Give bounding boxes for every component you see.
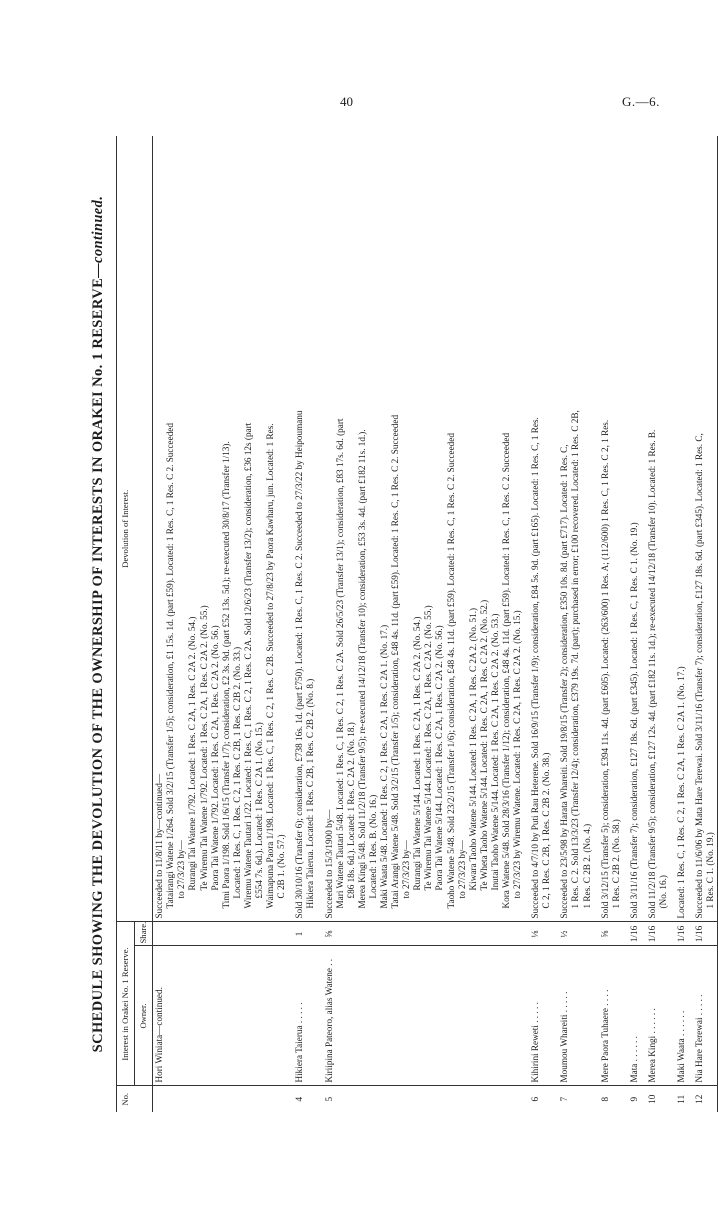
devolution-line: Maki Waata 5/48. Located: 1 Res. C 2, 1 Res. C 2A, 1 Res. C 2A 1. (No. 17.)	[378, 624, 389, 909]
share-cell: ½	[553, 922, 593, 946]
devolution-line: Paora Tai Watene 1/792. Located: 1 Res. C 2A, 1 Res. C 2A 2. (No. 56.)	[209, 625, 220, 891]
table-row	[524, 136, 553, 1112]
share-cell: ⅝	[594, 922, 623, 946]
table-row	[553, 136, 593, 1112]
devolution-line: to 27/3/23 by—	[401, 840, 412, 899]
devolution-cell	[623, 136, 641, 922]
devolution-cell	[153, 136, 289, 922]
row-number: 9	[623, 1086, 641, 1112]
column-header-owner: Owner.	[135, 946, 153, 1086]
devolution-line: Waimapuna Paora 1/198. Located: 1 Res. C, 1 Res. C 2, 1 Res. C 2B. Succeeded to 27/8/23 by Paora Kawharu, jun. Located: 1 Res.	[265, 423, 276, 909]
devolution-line: Located: 1 Res. C, 1 Res. C 2, 1 Res. C 2A, 1 Res. C 2A 1. (No. 17.)	[676, 666, 687, 919]
table-row	[318, 136, 525, 1112]
devolution-line: Sold 30/10/16 (Transfer 6); consideration, £738 16s. 1d. (part £750). Located: 1 Res. C, 1 Res. C 2. Succeeded to 27/3/22 by Heipoumanu	[294, 410, 305, 919]
share-cell: 1/16	[688, 922, 718, 946]
owner-cell: Hori Winiata—continued.	[153, 946, 289, 1086]
owner-cell: Kihirini Reweti . . . . .	[524, 946, 553, 1086]
devolution-line: Succeeded to 4/7/10 by Puti Rau Heterene. Sold 16/9/15 (Transfer 1/9); consideration, £84 5s. 9d. (part £165). Located: 1 Res. C, 1 Res.	[530, 417, 541, 919]
devolution-line: Kiwara Taoho Watene 5/144. Located: 1 Res. C 2A, 1 Res. C 2A 2. (No. 51.)	[467, 607, 478, 891]
devolution-line: Tatai Arangi Watene 5/48. Sold 3/2/15 (Transfer 1/5); consideration, £48 4s. 11d. (part £59). Located: 1 Res. C, 1 Res. C 2. Succeeded	[390, 414, 401, 909]
table-row	[670, 136, 688, 1112]
owner-cell: Nia Hare Terewai . . . . .	[688, 946, 718, 1086]
devolution-line: to 27/3/23 by Wiremu Watene. Located: 1 Res. C 2A, 1 Res. C 2A 2. (No. 15.)	[512, 610, 523, 899]
owner-cell: Mata . . . . . .	[623, 946, 641, 1086]
column-header-interest: Interest in Orakei No. 1 Reserve.	[117, 922, 135, 1086]
table-row	[594, 136, 623, 1112]
owner-cell: Maki Waata . . . . . .	[670, 946, 688, 1086]
devolution-line: C 2B 1. (No. 57.)	[276, 834, 287, 899]
devolution-line: Sold 11/2/18 (Transfer 9/5); consideration, £127 12s. 4d. (part £182 11s. 1d.); re-executed 14/12/18 (Transfer 10). Located: 1 Res. B.	[646, 429, 657, 919]
title-continued: continued.	[90, 195, 106, 263]
devolution-cell	[288, 136, 317, 922]
devolution-line: Tatairangi Watene 1/264. Sold 3/2/15 (Transfer 1/5); consideration, £1 15s. 1d. (part £59). Located: 1 Res. C, 1 Res. C 2. Succeeded	[165, 423, 176, 909]
devolution-line: Rurangi Tai Watene 1/792. Located: 1 Res. C 2A, 1 Res. C 2A 2. (No. 54.)	[187, 616, 198, 891]
row-number: 7	[553, 1086, 593, 1112]
owner-cell: Merea Kingi . . . . . .	[641, 946, 670, 1086]
devolution-cell	[688, 136, 718, 922]
devolution-line: Hikiera Taierua. Located: 1 Res. C 2B, 1 Res. C 2B 2. (No. 8.)	[305, 678, 316, 909]
devolution-line: Te Wiremu Tai Watene 5/144. Located: 1 Res. C 2A, 1 Res. C 2A 2. (No. 55.)	[423, 605, 434, 891]
devolution-line: Merea Kingi 5/48. Sold 11/2/18 (Transfer 9/5); re-executed 14/12/18 (Transfer 10); consideration, £53 3s. 4d. (part £182 11s. 1d.).	[356, 429, 367, 909]
schedule-table	[116, 136, 718, 1112]
column-header-no: No.	[117, 1086, 153, 1112]
owner-cell: Kiriipina Pateoro, alias Watene . .	[318, 946, 525, 1086]
share-cell: 1/16	[641, 922, 670, 946]
devolution-line: 1 Res. C 1. (No. 19.)	[705, 832, 716, 909]
owner-cell: Mere Paora Tuhaere . . . .	[594, 946, 623, 1086]
table-row	[623, 136, 641, 1112]
devolution-cell	[594, 136, 623, 922]
devolution-line: £554 7s. 6d.). Located: 1 Res. C 2A 1. (No. 15.)	[254, 722, 265, 899]
devolution-cell	[524, 136, 553, 922]
column-header-devolution: Devolution of Interest.	[117, 136, 153, 922]
devolution-line: Paora Tai Watene 5/144. Located: 1 Res. C 2A, 1 Res. C 2A 2. (No. 56.)	[434, 625, 445, 891]
devolution-line: Succeeded to 11/8/11 by—continued—	[154, 773, 165, 919]
page-code: G.—6.	[622, 94, 660, 109]
devolution-line: Located: 1 Res. B. (No. 16.)	[367, 794, 378, 899]
devolution-line: to 27/3/23 by—	[456, 840, 467, 899]
devolution-line: Timi Paora 1/198. Sold 1/6/15 (Transfer 1/7); consideration, £2 3s. 9d. (part £52 13s. 5d.); re-executed 30/8/17 (Transfer 1/13).	[220, 441, 231, 909]
devolution-line: C 2, 1 Res. C 2B, 1 Res. C 2B 2. (No. 38.)	[541, 752, 552, 909]
share-cell	[153, 922, 289, 946]
devolution-line: (No. 16.)	[658, 875, 669, 909]
share-cell: ⅛	[524, 922, 553, 946]
row-number	[153, 1086, 289, 1112]
devolution-line: 1 Res. C 2B 2. (No. 4.)	[581, 823, 592, 909]
owner-cell: Hikiera Taierua . . . . .	[288, 946, 317, 1086]
devolution-line: Succeeded to 11/6/06 by Mata Hare Terewai. Sold 3/11/16 (Transfer 7); consideration, £127 18s. 6d. (part £345). Located: 1 Res. C,	[694, 433, 705, 919]
table-row	[641, 136, 670, 1112]
table-row	[288, 136, 317, 1112]
devolution-line: Wiremu Watene Tautari 1/22. Located: 1 Res. C, 1 Res. C 2, 1 Res. C 2A. Sold 12/6/23 (Transfer 13/2); consideration, £36 12s (part	[242, 422, 253, 909]
devolution-line: Sold 3/11/16 (Transfer 7); consideration, £127 18s. 6d. (part £345). Located: 1 Res. C, 1 Res. C 1. (No. 19.)	[628, 522, 639, 919]
devolution-line: Succeeded to 23/5/98 by Harata Whareiti. Sold 19/8/15 (Transfer 2); consideration, £350 10s. 8d. (part £717). Located: 1 Res. C,	[559, 444, 570, 919]
row-number: 10	[641, 1086, 670, 1112]
row-number: 4	[288, 1086, 317, 1112]
row-number: 12	[688, 1086, 718, 1112]
table-row	[688, 136, 718, 1112]
row-number: 11	[670, 1086, 688, 1112]
devolution-line: Sold 3/12/15 (Transfer 5); consideration, £394 11s. 4d. (part £605). Located: (263/600) 1 Res. A; (112/600) 1 Res. C, 1 Res. C 2, 1 Res.	[599, 419, 610, 919]
row-number: 5	[318, 1086, 525, 1112]
table-row	[153, 136, 289, 1112]
share-cell: 1/16	[670, 922, 688, 946]
devolution-line: to 27/3/23 by—	[176, 840, 187, 899]
devolution-line: Rurangi Tai Watene 5/144. Located: 1 Res. C 2A, 1 Res. C 2A 2. (No. 54.)	[412, 616, 423, 891]
rotated-schedule-page	[88, 136, 716, 1112]
owner-cell: Moumou Whareiti . . . . .	[553, 946, 593, 1086]
row-number: 6	[524, 1086, 553, 1112]
devolution-cell	[641, 136, 670, 922]
share-cell: 1	[288, 922, 317, 946]
devolution-cell	[670, 136, 688, 922]
devolution-line: £86 18s. 6d.). Located: 1 Res. C 2A 2. (No. 18.)	[345, 722, 356, 899]
devolution-cell	[318, 136, 525, 922]
schedule-body	[153, 136, 718, 1112]
devolution-line: Kora Watene 5/48. Sold 28/3/16 (Transfer 1/12); consideration, £48 4s. 11d. (part £59). Located: 1 Res. C, 1 Res. C 2. Succeeded	[501, 432, 511, 909]
devolution-line: Taoho Watene 5/48. Sold 23/2/15 (Transfer 1/6); consideration, £48 4s. 11d. (part £59). Located: 1 Res. C, 1 Res. C 2. Succeeded	[445, 433, 456, 909]
row-number: 8	[594, 1086, 623, 1112]
devolution-line: Mari Watene Tautari 5/48. Located: 1 Res. C, 1 Res. C 2, 1 Res. C 2A. Sold 26/5/23 (Transfer 13/1); consideration, £83 17s. 6d. (part	[334, 418, 345, 909]
column-header-share: Share.	[135, 922, 153, 946]
share-cell: 1/16	[623, 922, 641, 946]
share-cell: ⅝	[318, 922, 525, 946]
devolution-cell	[553, 136, 593, 922]
devolution-line: 1 Res. C 2B 2. (No. 58.)	[610, 819, 621, 909]
devolution-line: Inutai Taoho Watene 5/144. Located: 1 Res. C 2A, 1 Res. C 2A 2. (No. 53.)	[489, 613, 500, 891]
devolution-line: Te Wiremu Tai Watene 1/792. Located: 1 Res. C 2A, 1 Res. C 2A 2. (No. 55.)	[198, 605, 209, 891]
schedule-title	[90, 136, 107, 1112]
title-main: SCHEDULE SHOWING THE DEVOLUTION OF THE OWNERSHIP OF INTERESTS IN ORAKEI No. 1 RESERVE—	[90, 262, 106, 1053]
devolution-line: 1 Res. C 2. Sold 13/3/23 (Transfer 12/4); consideration, £379 19s. 7d. (part); purchased in error; £100 recovered. Located: 1 Res. C 2B,	[570, 410, 581, 909]
devolution-line: Located: 1 Res. C, 1 Res. C 2, 1 Res. C 2B, 1 Res. C 2B 2. (No. 33.)	[231, 646, 242, 899]
page-number: 40	[340, 94, 353, 109]
devolution-line: Te Wheta Taoho Watene 5/144. Located: 1 Res. C 2A, 1 Res. C 2A 2. (No. 52.)	[478, 599, 489, 891]
devolution-line: Succeeded to 15/3/1900 by—	[323, 809, 334, 919]
